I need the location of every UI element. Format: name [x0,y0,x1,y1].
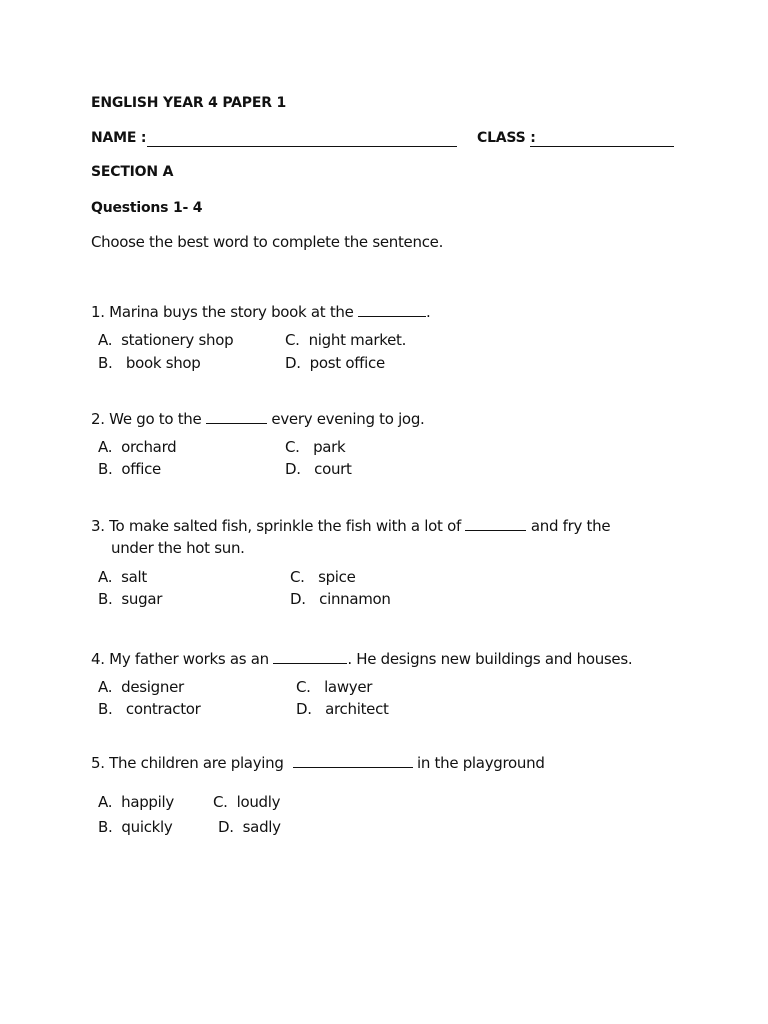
option-5-C[interactable]: C. loudly [213,793,281,811]
instruction: Choose the best word to complete the sentence. [91,233,444,251]
option-4-A[interactable]: A. designer [98,678,184,696]
question-5-text-end: in the playground [416,754,545,772]
option-5-B[interactable]: B. quickly [98,818,173,836]
question-1 [91,303,431,321]
question-5-text: 5. The children are playing [91,754,284,772]
question-4-text: 4. My father works as an [91,650,269,668]
question-5 [91,754,545,772]
option-2-B[interactable]: B. office [98,460,161,478]
option-3-A[interactable]: A. salt [98,568,147,586]
question-3-text-end: and fry the [530,517,611,535]
question-2 [91,410,425,428]
question-4-text-end: . He designs new buildings and houses. [347,650,633,668]
option-4-B[interactable]: B. contractor [98,700,201,718]
section-heading: SECTION A [91,164,174,180]
option-3-C[interactable]: C. spice [290,568,356,586]
option-5-D[interactable]: D. sadly [218,818,281,836]
question-2-text-end: every evening to jog. [271,410,425,428]
name-field[interactable] [147,146,457,147]
question-4 [91,650,632,668]
option-4-C[interactable]: C. lawyer [296,678,373,696]
question-1-text: 1. Marina buys the story book at the [91,303,354,321]
answer-blank-4[interactable] [273,650,347,664]
question-2-text: 2. We go to the [91,410,202,428]
option-2-D[interactable]: D. court [285,460,352,478]
answer-blank-2[interactable] [206,410,267,424]
paper-title: ENGLISH YEAR 4 PAPER 1 [91,95,287,111]
question-3-line-2: under the hot sun. [111,539,245,557]
option-1-A[interactable]: A. stationery shop [98,331,234,349]
option-3-D[interactable]: D. cinnamon [290,590,391,608]
class-label: CLASS : [477,130,536,146]
option-3-B[interactable]: B. sugar [98,590,163,608]
answer-blank-3[interactable] [465,517,526,531]
option-1-D[interactable]: D. post office [285,354,385,372]
option-2-C[interactable]: C. park [285,438,346,456]
option-4-D[interactable]: D. architect [296,700,389,718]
class-field[interactable] [530,146,674,147]
answer-blank-1[interactable] [358,303,426,317]
name-label: NAME : [91,130,147,146]
option-5-A[interactable]: A. happily [98,793,174,811]
questions-range: Questions 1- 4 [91,200,203,216]
question-1-text-end: . [426,303,431,321]
option-2-A[interactable]: A. orchard [98,438,177,456]
answer-blank-5[interactable] [293,754,413,768]
question-3 [91,517,610,535]
question-3-text: 3. To make salted fish, sprinkle the fish with a lot of [91,517,461,535]
option-1-C[interactable]: C. night market. [285,331,407,349]
option-1-B[interactable]: B. book shop [98,354,201,372]
